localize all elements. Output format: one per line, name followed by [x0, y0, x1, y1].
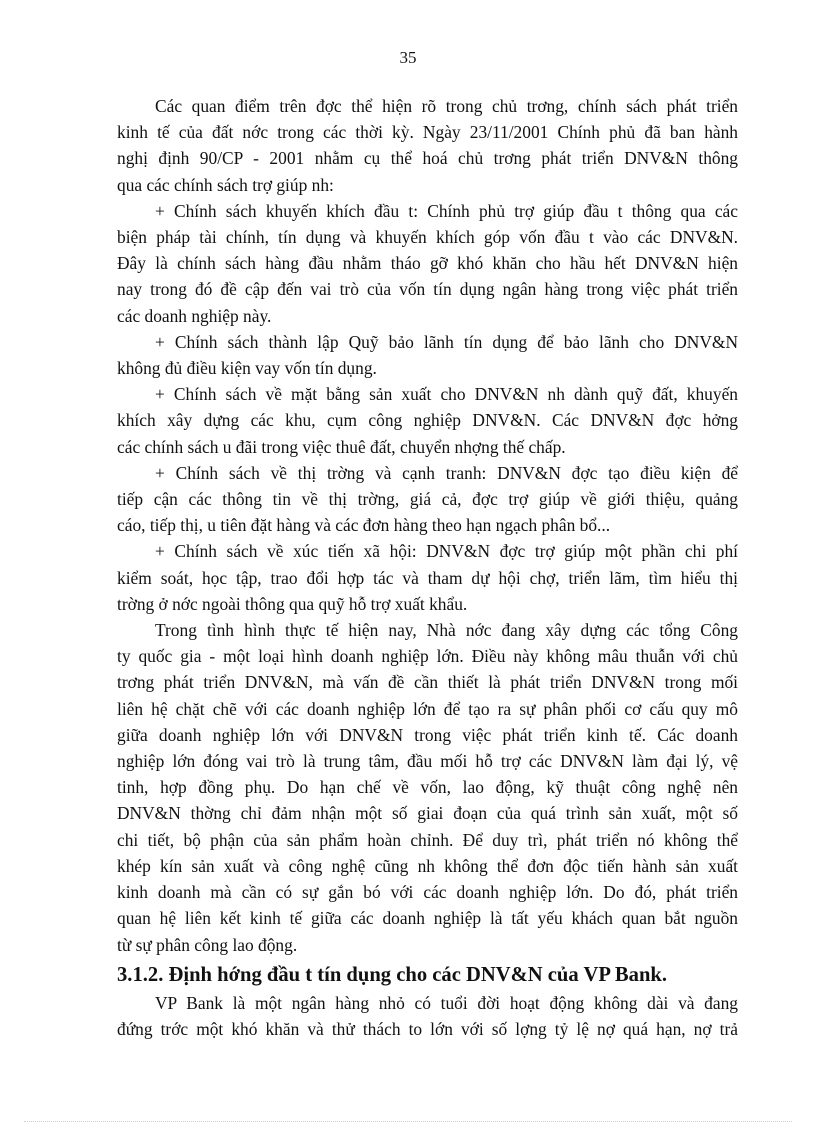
- text-line: biện pháp tài chính, tín dụng và khuyến khích góp vốn đầu t vào các DNV&N.: [117, 227, 738, 248]
- paragraph-vpbank: [117, 990, 738, 1042]
- text-line: + Chính sách về thị trờng và cạnh tranh: DNV&N đợc tạo điều kiện để: [155, 462, 738, 483]
- text-line: Các quan điểm trên đợc thể hiện rõ trong chủ trơng, chính sách phát triển: [155, 96, 738, 116]
- document-body: [117, 93, 738, 1042]
- paragraph-market-competition: [117, 460, 738, 539]
- text-line: + Chính sách khuyến khích đầu t: Chính phủ trợ giúp đầu t thông qua các: [155, 200, 738, 221]
- text-line: tiếp cận các thông tin về thị trờng, giá cả, đợc trợ giúp về giới thiệu, quảng: [117, 489, 738, 510]
- text-line: + Chính sách thành lập Quỹ bảo lãnh tín dụng để bảo lãnh cho DNV&N: [155, 331, 738, 352]
- text-line: trờng ở nớc ngoài thông qua quỹ hỗ trợ xuất khẩu.: [117, 593, 468, 614]
- text-line: kinh doanh mà cần có sự gắn bó với các doanh nghiệp lớn. Do đó, phát triển: [117, 882, 738, 903]
- text-line: kiểm soát, học tập, trao đổi hợp tác và tham dự hội chợ, triển lãm, tìm hiểu thị: [117, 567, 738, 588]
- text-line: nghiệp lớn đóng vai trò là trung tâm, đầu mối hỗ trợ các DNV&N làm đại lý, vệ: [117, 751, 738, 772]
- page-number: 35: [399, 48, 417, 67]
- page-bottom-divider: [24, 1121, 792, 1122]
- text-line: DNV&N thờng chỉ đảm nhận một số giai đoạn của quá trình sản xuất, một số: [117, 803, 738, 824]
- text-line: khích xây dựng các khu, cụm công nghiệp DNV&N. Các DNV&N đợc hởng: [117, 410, 738, 431]
- text-line: khép kín sản xuất và công nghệ cũng nh không thể đơn độc tiến hành sản xuất: [117, 855, 738, 876]
- text-line: không đủ điều kiện vay vốn tín dụng.: [117, 358, 377, 379]
- text-line: liên hệ chặt chẽ với các doanh nghiệp lớn để tạo ra sự phân phối cơ cấu quy mô: [117, 698, 738, 719]
- text-line: kinh tế của đất nớc trong các thời kỳ. Ngày 23/11/2001 Chính phủ đã ban hành: [117, 122, 738, 143]
- paragraph-current-situation: [117, 617, 738, 958]
- paragraph-intro: [117, 93, 738, 198]
- text-line: trơng phát triển DNV&N, mà vấn đề cần thiết là phát triển DNV&N trong mối: [117, 672, 738, 693]
- text-line: từ sự phân công lao động.: [117, 934, 298, 955]
- text-line: + Chính sách về xúc tiến xã hội: DNV&N đợc trợ giúp một phần chi phí: [155, 541, 738, 562]
- paragraph-investment-policy: [117, 198, 738, 329]
- text-line: Trong tình hình thực tế hiện nay, Nhà nớc đang xây dựng các tổng Công: [155, 620, 738, 641]
- text-line: chi tiết, bộ phận của sản phẩm hoàn chỉnh. Để duy trì, phát triển nó không thể: [117, 829, 738, 850]
- text-line: giữa doanh nghiệp lớn với DNV&N trong việc phát triển kinh tế. Các doanh: [117, 724, 738, 745]
- text-line: VP Bank là một ngân hàng nhỏ có tuổi đời hoạt động không dài và đang: [155, 992, 738, 1013]
- paragraph-production-premises: [117, 381, 738, 460]
- text-line: nghị định 90/CP - 2001 nhằm cụ thể hoá chủ trơng phát triển DNV&N thông: [117, 148, 738, 169]
- text-line: ty quốc gia - một loại hình doanh nghiệp lớn. Điều này không mâu thuẫn với chủ: [117, 646, 738, 667]
- text-line: quan hệ liên kết kinh tế giữa các doanh nghiệp là tất yếu khách quan bắt nguồn: [117, 908, 738, 929]
- section-heading: 3.1.2. Định hớng đầu t tín dụng cho các DNV&N của VP Bank.: [117, 963, 668, 986]
- text-line: tinh, hợp đồng phụ. Do hạn chế về vốn, lao động, kỹ thuật công nghệ nên: [117, 777, 738, 798]
- text-line: đứng trớc một khó khăn và thử thách to lớn với số lợng tỷ lệ nợ quá hạn, nợ trả: [117, 1018, 738, 1039]
- text-line: các chính sách u đãi trong việc thuê đất, chuyển nhợng thế chấp.: [117, 436, 566, 457]
- text-line: cáo, tiếp thị, u tiên đặt hàng và các đơn hàng theo hạn ngạch phân bổ...: [117, 515, 611, 536]
- paragraph-social-promotion: [117, 538, 738, 617]
- text-line: nay trong đó đề cập đến vai trò của vốn tín dụng ngân hàng trong việc phát triển: [117, 279, 738, 300]
- text-line: qua các chính sách trợ giúp nh:: [117, 174, 334, 195]
- text-line: Đây là chính sách hàng đầu nhằm tháo gỡ khó khăn cho hầu hết DNV&N hiện: [117, 253, 738, 274]
- text-line: + Chính sách về mặt bằng sản xuất cho DNV&N nh dành quỹ đất, khuyến: [155, 384, 738, 405]
- paragraph-guarantee-fund: [117, 329, 738, 381]
- text-line: các doanh nghiệp này.: [117, 305, 272, 326]
